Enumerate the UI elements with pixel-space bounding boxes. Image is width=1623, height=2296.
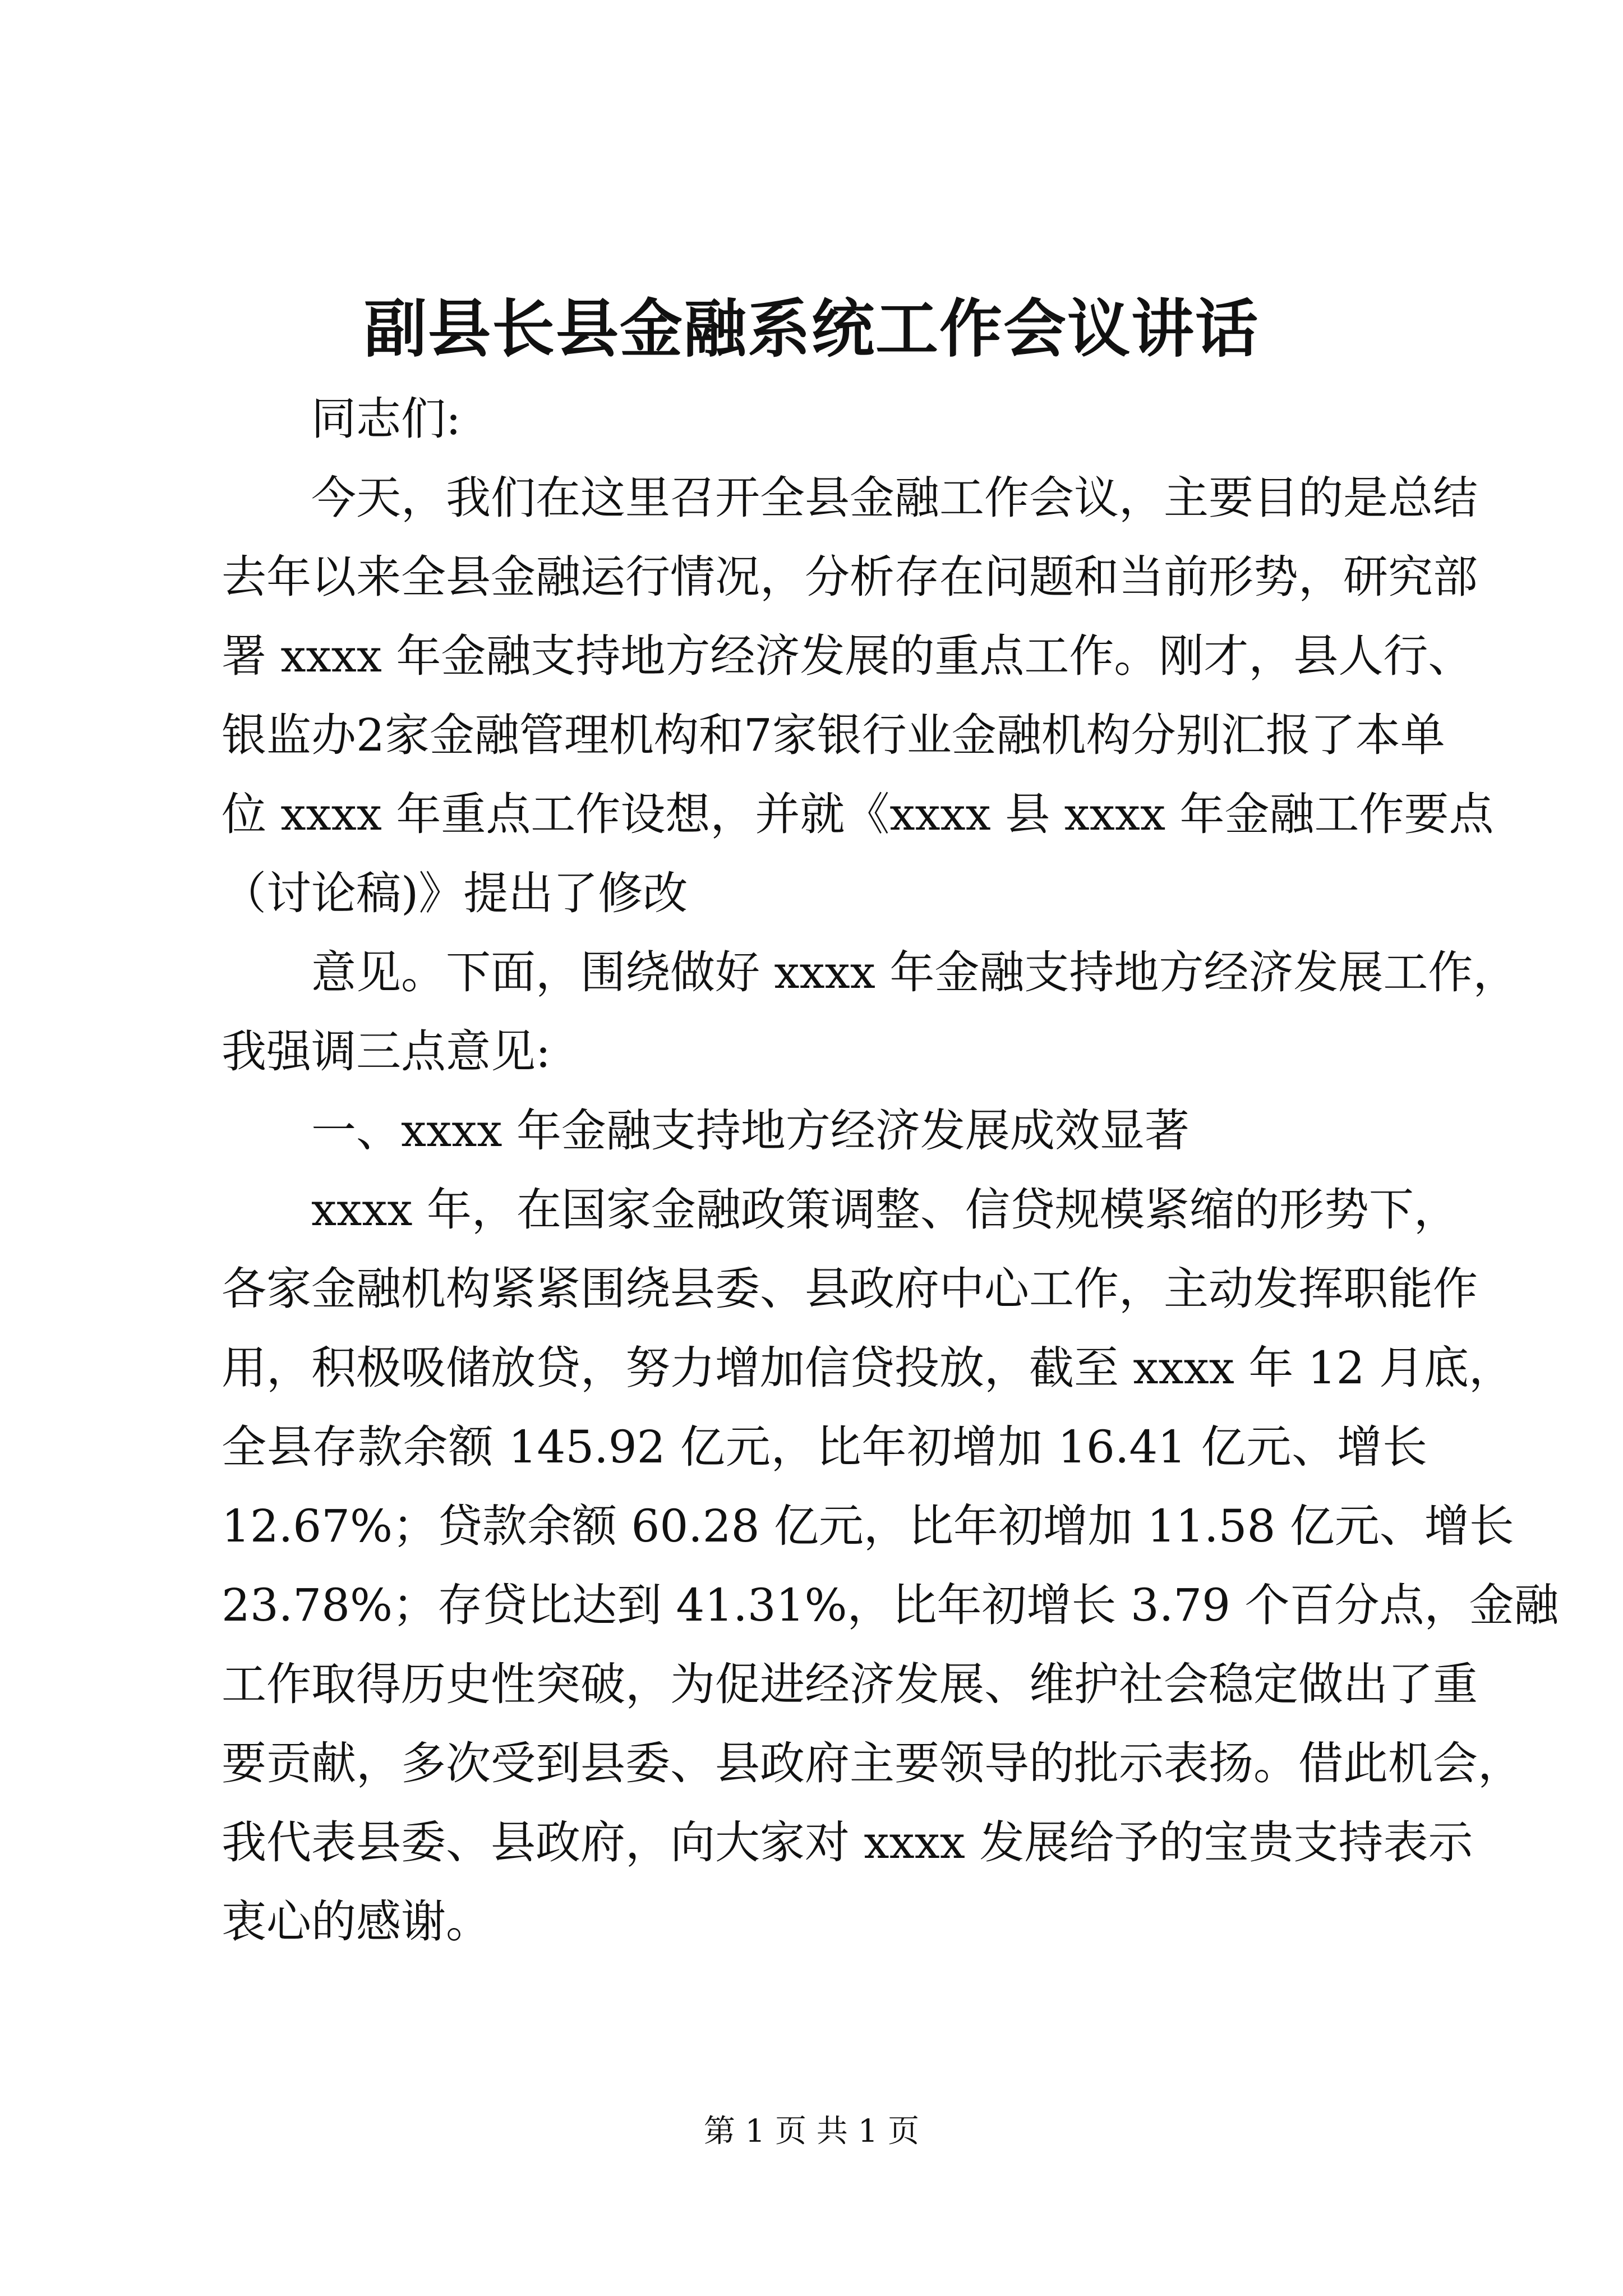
paragraph-line: （讨论稿)》提出了修改 (222, 867, 688, 919)
paragraph-line: 用，积极吸储放贷，努力增加信贷投放，截至 xxxx 年 12 月底， (222, 1342, 1514, 1394)
paragraph-line: 全县存款余额 145.92 亿元，比年初增加 16.41 亿元、增长 (222, 1421, 1427, 1473)
paragraph-line: 今天，我们在这里召开全县金融工作会议，主要目的是总结 (311, 472, 1478, 524)
paragraph-line: 12.67%；贷款余额 60.28 亿元，比年初增加 11.58 亿元、增长 (222, 1500, 1514, 1552)
paragraph-line: 去年以来全县金融运行情况，分析存在问题和当前形势，研究部 (222, 551, 1478, 603)
paragraph-line: 工作取得历史性突破，为促进经济发展、维护社会稳定做出了重 (222, 1658, 1478, 1710)
paragraph-line: 衷心的感谢。 (222, 1895, 491, 1948)
paragraph-line: 署 xxxx 年金融支持地方经济发展的重点工作。刚才，县人行、 (222, 630, 1473, 682)
paragraph-line: 意见。下面，围绕做好 xxxx 年金融支持地方经济发展工作， (311, 946, 1518, 999)
paragraph-line: 我代表县委、县政府，向大家对 xxxx 发展给予的宝贵支持表示 (222, 1816, 1473, 1869)
paragraph-line: 要贡献，多次受到县委、县政府主要领导的批示表扬。借此机会， (222, 1737, 1523, 1789)
paragraph-line: 银监办2家金融管理机构和7家银行业金融机构分别汇报了本单 (222, 709, 1445, 761)
paragraph-line: 各家金融机构紧紧围绕县委、县政府中心工作，主动发挥职能作 (222, 1263, 1478, 1315)
page-footer: 第 1 页 共 1 页 (703, 2113, 920, 2150)
paragraph-line: 位 xxxx 年重点工作设想，并就《xxxx 县 xxxx 年金融工作要点 (222, 788, 1494, 840)
section-heading: 一、xxxx 年金融支持地方经济发展成效显著 (311, 1105, 1189, 1157)
document-body (222, 379, 1559, 1961)
paragraph-line: 我强调三点意见: (222, 1025, 551, 1078)
salutation-line: 同志们: (311, 393, 461, 445)
document-title: 副县长县金融系统工作会议讲话 (364, 292, 1259, 366)
paragraph-line: 23.78%；存贷比达到 41.31%，比年初增长 3.79 个百分点，金融 (222, 1579, 1559, 1631)
paragraph-line: xxxx 年，在国家金融政策调整、信贷规模紧缩的形势下， (311, 1184, 1459, 1236)
